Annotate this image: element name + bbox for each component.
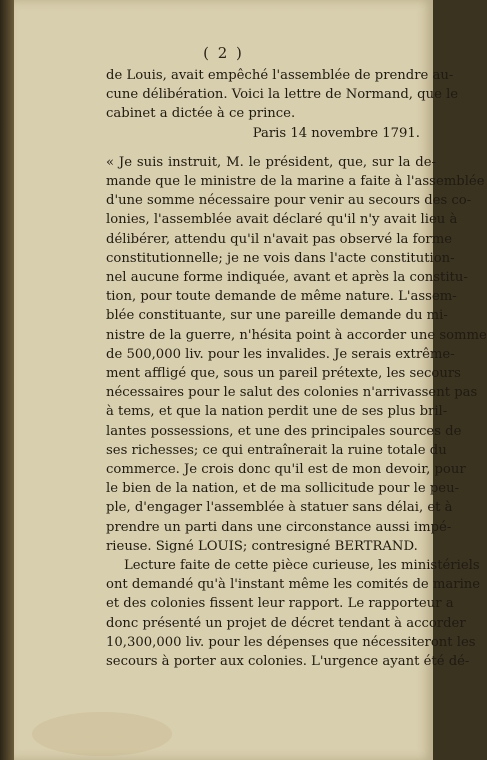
text-line: nécessaires pour le salut des colonies n'arrivassent pas	[106, 385, 478, 401]
text-line: ses richesses; ce qui entraînerait la ruine totale du	[106, 442, 447, 458]
text-line: lantes possessions, et une des principales sources de	[106, 423, 462, 439]
text-line: constitutionnelle; je ne vois dans l'acte constitution-	[106, 250, 455, 266]
body-text	[106, 66, 487, 671]
text-line: « Je suis instruit, M. le président, que, sur la de-	[106, 154, 436, 170]
text-line: rieuse. Signé LOUIS; contresigné BERTRAND.	[106, 538, 418, 554]
letter-paragraph	[106, 153, 487, 556]
text-line: et des colonies fissent leur rapport. Le rapporteur a	[106, 596, 454, 612]
text-line: le bien de la nation, et de ma sollicitude pour le peu-	[106, 481, 460, 497]
text-line: nistre de la guerre, n'hésita point à accorder une somme	[106, 327, 487, 343]
text-line: Lecture faite de cette pièce curieuse, les ministériels	[124, 558, 480, 574]
text-line: tion, pour toute demande de même nature. L'assem-	[106, 289, 457, 305]
closing-paragraph	[106, 556, 481, 671]
text-line: de 500,000 liv. pour les invalides. Je serais extrême-	[106, 346, 455, 362]
text-line: cabinet a dictée à ce prince.	[106, 106, 296, 122]
text-line: d'une somme nécessaire pour venir au secours des co-	[106, 193, 472, 209]
book-gutter	[0, 0, 14, 760]
text-line: blée constituante, sur une pareille demande du mi-	[106, 308, 448, 324]
text-line: secours à porter aux colonies. L'urgence ayant été dé-	[106, 654, 470, 670]
text-line: prendre un parti dans une circonstance aussi impé-	[106, 519, 452, 535]
text-line: cune délibération. Voici la lettre de Normand, que le	[106, 87, 459, 103]
document-page	[14, 0, 487, 760]
paper-stain	[32, 712, 172, 756]
text-line: ont demandé qu'à l'instant même les comités de marine	[106, 577, 481, 593]
text-line: nel aucune forme indiquée, avant et après la constitu-	[106, 270, 468, 286]
text-line: à tems, et que la nation perdit une de ses plus bril-	[106, 404, 448, 420]
text-line: de Louis, avait empêché l'assemblée de prendre au-	[106, 68, 454, 83]
text-line: donc présenté un projet de décret tendant à accorder	[106, 615, 466, 631]
page-number-header: ( 2 )	[203, 44, 244, 62]
dateline: Paris 14 novembre 1791.	[252, 125, 420, 141]
text-line: ple, d'engager l'assemblée à statuer sans délai, et à	[106, 500, 453, 516]
text-line: commerce. Je crois donc qu'il est de mon devoir, pour	[106, 462, 466, 478]
text-line: mande que le ministre de la marine a faite à l'assemblée	[106, 174, 485, 190]
intro-paragraph	[106, 66, 459, 124]
text-line: ment affligé que, sous un pareil prétexte, les secours	[106, 366, 461, 382]
text-line: lonies, l'assemblée avait déclaré qu'il n'y avait lieu à	[106, 212, 458, 228]
text-line: délibérer, attendu qu'il n'avait pas observé la forme	[106, 231, 453, 247]
text-line: 10,300,000 liv. pour les dépenses que nécessiteront les	[106, 634, 476, 650]
